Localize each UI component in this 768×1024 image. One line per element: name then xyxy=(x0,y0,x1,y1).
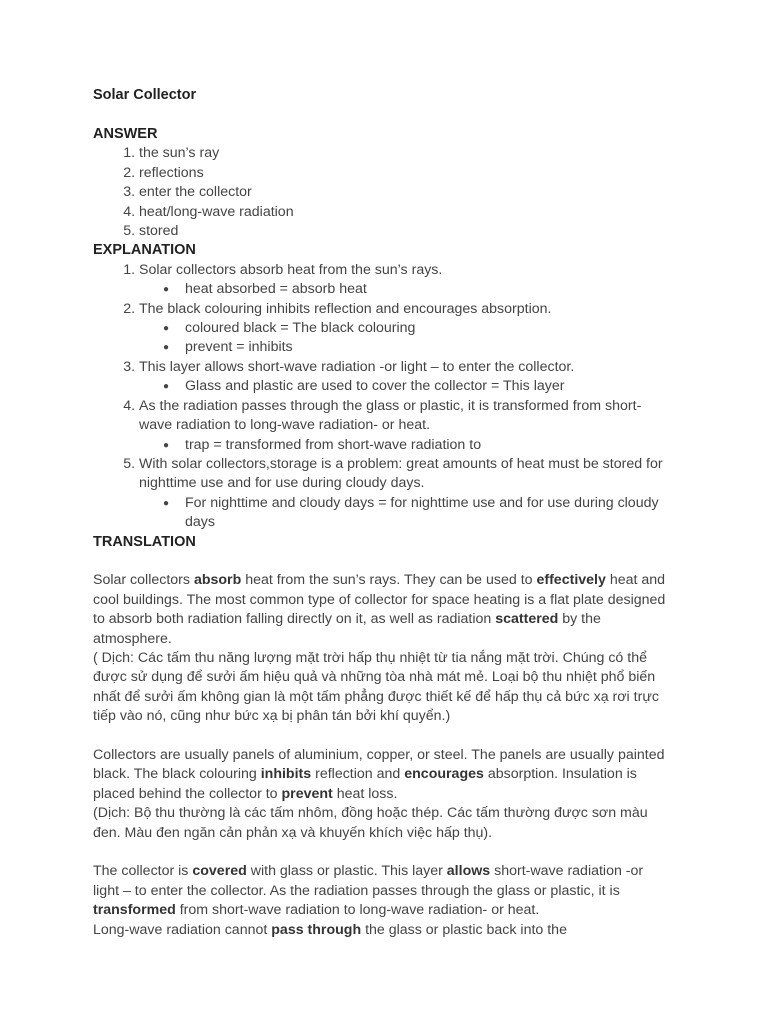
explanation-text: The black colouring inhibits reflection and encourages absorption. xyxy=(139,300,552,317)
text-run: Long-wave radiation cannot xyxy=(93,921,272,938)
text-run: Solar collectors xyxy=(93,572,194,589)
spacer xyxy=(93,552,673,571)
document-title: Solar Collector xyxy=(93,87,197,103)
explanation-list xyxy=(93,261,673,533)
explanation-bullet: ● prevent = inhibits xyxy=(185,338,673,357)
explanation-bullets xyxy=(139,280,673,299)
explanation-text: This layer allows short-wave radiation -or light – to enter the collector. xyxy=(139,358,575,375)
explanation-text: As the radiation passes through the glass or plastic, it is transformed from short-wave radiation to long-wave radiation- or heat. xyxy=(139,397,642,434)
answer-item: 2. reflections xyxy=(139,164,673,183)
explanation-bullet: ● Glass and plastic are used to cover the collector = This layer xyxy=(185,377,673,396)
bold-term: pass through xyxy=(271,921,362,938)
translation-paragraph-2 xyxy=(93,746,673,843)
bold-term: absorb xyxy=(193,572,242,589)
explanation-bullet: ● coloured black = The black colouring xyxy=(185,319,673,338)
explanation-item xyxy=(139,300,673,358)
text-run: from short-wave radiation to long-wave radiation- or heat. xyxy=(175,902,540,919)
explanation-text: With solar collectors,storage is a problem: great amounts of heat must be stored for nighttime use and for use during cloudy days. xyxy=(139,455,663,492)
text-run: short-wave radiation -or light – to enter the collector. As the radiation passes through the glass or plastic, it is xyxy=(93,863,644,899)
text-run: by the atmosphere. xyxy=(93,611,601,647)
text-run: reflection and xyxy=(311,766,405,783)
text-run: with glass or plastic. This layer xyxy=(246,863,447,880)
explanation-bullet: ● For nighttime and cloudy days = for nighttime use and for use during cloudy days xyxy=(185,494,673,533)
text-run: the glass or plastic back into the xyxy=(361,921,567,938)
text-run: heat loss. xyxy=(332,785,398,802)
answer-list xyxy=(93,144,673,241)
explanation-bullets xyxy=(139,377,673,396)
explanation-bullet: ● heat absorbed = absorb heat xyxy=(185,280,673,299)
bold-term: prevent xyxy=(281,785,333,802)
spacer xyxy=(93,727,673,746)
text-run: heat and cool buildings. The most common type of collector for space heating is a flat plate designed to absorb both radiation falling directly on it, as well as radiation xyxy=(93,572,666,628)
text-run: absorption. Insulation is placed behind the collector to xyxy=(93,766,637,802)
answer-item: 1. the sun’s ray xyxy=(139,144,673,163)
explanation-item xyxy=(139,455,673,533)
translation-paragraph-1 xyxy=(93,571,673,726)
answer-heading: ANSWER xyxy=(93,126,158,142)
bold-term: covered xyxy=(192,863,247,880)
answer-item: 3. enter the collector xyxy=(139,183,673,202)
bold-term: encourages xyxy=(404,766,484,783)
explanation-bullets xyxy=(139,436,673,455)
answer-item: 4. heat/long-wave radiation xyxy=(139,203,673,222)
vietnamese-translation: (Dịch: Bộ thu thường là các tấm nhôm, đồng hoặc thép. Các tấm thường được sơn màu đen. Màu đen ngăn cản phản xạ và khuyến khích việc hấp thụ). xyxy=(93,805,648,841)
text-run: The collector is xyxy=(93,863,193,880)
explanation-item xyxy=(139,397,673,455)
explanation-item xyxy=(139,261,673,300)
explanation-heading: EXPLANATION xyxy=(93,242,196,259)
bold-term: inhibits xyxy=(260,766,312,783)
bold-term: effectively xyxy=(536,572,606,589)
vietnamese-translation: ( Dịch: Các tấm thu năng lượng mặt trời hấp thụ nhiệt từ tia nắng mặt trời. Chúng có thể được sử dụng để sưởi ấm hiệu quả và những tòa nhà mát mẻ. Loại bộ thu nhiệt phổ biến nhất để sưởi ấm không gian là một tấm phẳng được thiết kế để hấp thụ cả bức xạ rơi trực tiếp vào nó, cũng như bức xạ bị phân tán bởi khí quyển.) xyxy=(93,649,659,725)
explanation-bullets xyxy=(139,319,673,358)
document-page xyxy=(93,86,673,940)
translation-paragraph-3 xyxy=(93,862,673,940)
explanation-item xyxy=(139,358,673,397)
bold-term: scattered xyxy=(495,611,559,628)
spacer xyxy=(93,843,673,862)
text-run: Collectors are usually panels of aluminium, copper, or steel. The panels are usually painted black. The black colouring xyxy=(93,746,665,783)
text-run: heat from the sun’s rays. They can be used to xyxy=(241,572,537,589)
translation-heading: TRANSLATION xyxy=(93,533,196,550)
bold-term: allows xyxy=(446,863,491,880)
answer-item: 5. stored xyxy=(139,222,673,241)
explanation-bullets xyxy=(139,494,673,533)
explanation-text: Solar collectors absorb heat from the sun’s rays. xyxy=(139,261,443,278)
bold-term: transformed xyxy=(93,902,176,919)
explanation-bullet: ● trap = transformed from short-wave radiation to xyxy=(185,436,673,455)
